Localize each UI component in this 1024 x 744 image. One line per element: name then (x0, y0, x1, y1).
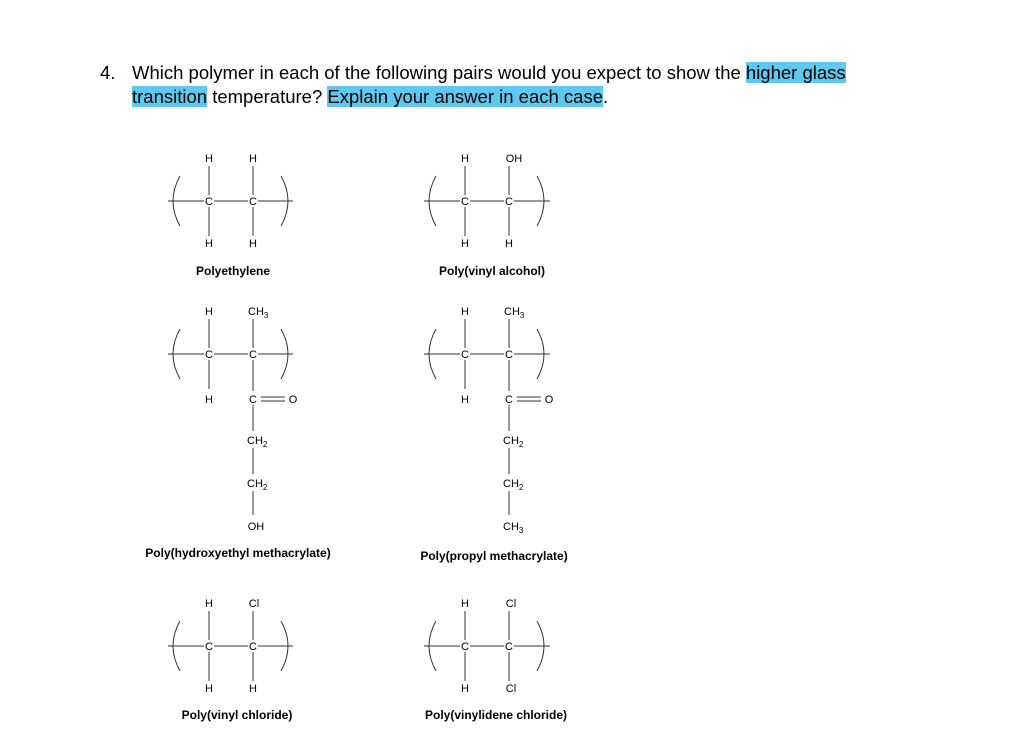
atom-carbon: C (205, 196, 213, 208)
atom-carbon: C (505, 196, 513, 208)
atom-carbon: C (249, 349, 257, 361)
atom-h: H (205, 394, 213, 406)
question-text-end: . (603, 86, 609, 107)
question-number: 4. (100, 62, 116, 83)
atom-carbon: C (205, 641, 213, 653)
atom-h: H (461, 306, 469, 318)
highlight-higher-glass: higher glass (745, 62, 846, 83)
atom-h: H (205, 683, 213, 695)
atom-carbon: C (461, 641, 469, 653)
atom-h: H (249, 683, 257, 695)
atom-carbon: C (505, 641, 513, 653)
atom-ch3: $CH_3$ (504, 306, 525, 320)
poly-vinyl-chloride-structure (168, 598, 293, 722)
atom-carbon: C (461, 349, 469, 361)
question-text-middle: temperature? (207, 86, 328, 107)
atom-carbon: C (205, 349, 213, 361)
highlight-explain: Explain your answer in each case (327, 86, 604, 107)
atom-ch3: $CH_3$ (248, 306, 269, 320)
atom-carbon: C (249, 641, 257, 653)
atom-carbon: C (461, 196, 469, 208)
atom-ch2: $CH_2$ (503, 478, 524, 492)
question-text-start: Which polymer in each of the following pairs would you expect to show the (132, 62, 746, 83)
atom-h: H (461, 238, 469, 250)
polymer-name-poly-propyl-methacrylate: Poly(propyl methacrylate) (420, 549, 568, 563)
atom-ch2: $CH_2$ (247, 435, 268, 449)
polymer-name-poly-vinylidene-chloride: Poly(vinylidene chloride) (424, 708, 568, 722)
atom-h: H (461, 598, 469, 610)
poly-vinylidene-chloride-structure (424, 598, 567, 722)
highlight-transition: transition (132, 86, 208, 107)
poly-vinyl-alcohol-structure (424, 153, 550, 278)
atom-carbon: C (505, 349, 513, 361)
polymer-name-poly-vinyl-alcohol: Poly(vinyl alcohol) (438, 264, 546, 278)
atom-chlorine: Cl (248, 598, 260, 610)
atom-oxygen: O (544, 394, 554, 406)
atom-h: H (249, 153, 257, 165)
atom-chlorine: Cl (505, 598, 517, 610)
atom-chlorine: Cl (505, 683, 517, 695)
atom-carbon: C (505, 394, 513, 406)
atom-ch3: $CH_3$ (503, 521, 524, 535)
polymer-name-polyethylene: Polyethylene (195, 264, 271, 278)
poly-hydroxyethyl-methacrylate-structure (145, 306, 330, 560)
atom-h: H (205, 598, 213, 610)
polymer-name-poly-hydroxyethyl-methacrylate: Poly(hydroxyethyl methacrylate) (145, 546, 331, 560)
atom-ch2: $CH_2$ (503, 435, 524, 449)
atom-h: H (205, 153, 213, 165)
atom-h: H (205, 306, 213, 318)
atom-ch2: $CH_2$ (247, 478, 268, 492)
atom-h: H (249, 238, 257, 250)
polyethylene-structure (168, 153, 293, 278)
atom-carbon: C (249, 196, 257, 208)
atom-h: H (461, 394, 469, 406)
atom-h: H (461, 683, 469, 695)
polymer-name-poly-vinyl-chloride: Poly(vinyl chloride) (181, 708, 293, 722)
atom-h: H (461, 153, 469, 165)
atom-oxygen: O (288, 394, 298, 406)
atom-carbon: C (249, 394, 257, 406)
atom-oh: OH (247, 521, 265, 533)
atom-oh: OH (505, 153, 523, 165)
atom-h: H (205, 238, 213, 250)
poly-propyl-methacrylate-structure (420, 306, 567, 563)
atom-h: H (505, 238, 513, 250)
